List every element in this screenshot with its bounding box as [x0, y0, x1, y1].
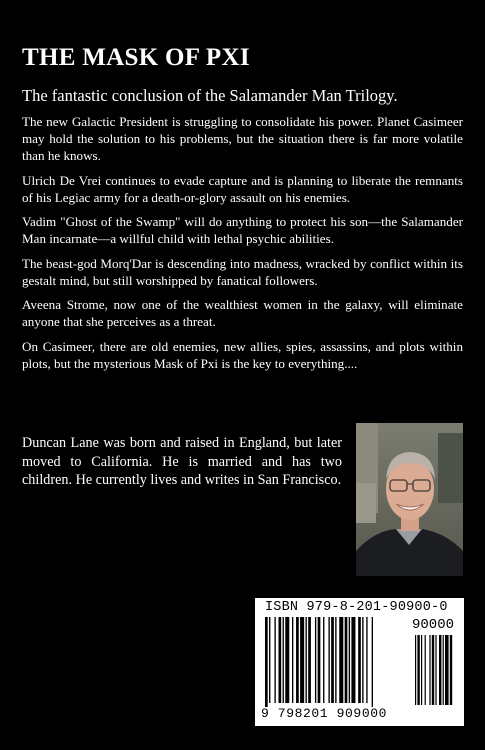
addon-bar	[445, 635, 449, 705]
author-photo	[356, 423, 463, 576]
addon-bar	[415, 635, 416, 705]
barcode-bar	[366, 617, 367, 703]
barcode-bar	[345, 617, 348, 703]
barcode-bar	[349, 617, 350, 703]
barcode-bar	[358, 617, 361, 703]
barcode-bar	[283, 617, 284, 703]
barcode-bar	[362, 617, 363, 703]
synopsis-paragraph: Vadim "Ghost of the Swamp" will do anything to protect his son—the Salamander Man incarnate—a willful child with lethal psychic abilities.	[22, 214, 463, 246]
barcode-bar	[315, 617, 316, 703]
barcode-bar	[279, 617, 282, 703]
addon-bar	[439, 635, 441, 705]
barcode-bar	[265, 617, 268, 707]
addon-bar	[421, 635, 422, 705]
barcode-bar	[323, 617, 324, 703]
barcode-bar	[285, 617, 289, 703]
barcode-bar	[306, 617, 307, 703]
addon-bar	[432, 635, 434, 705]
addon-bar	[429, 635, 430, 705]
isbn-barcode	[255, 598, 464, 726]
barcode-bar	[372, 617, 373, 707]
barcode-bar	[308, 617, 311, 703]
synopsis-paragraph: The beast-god Morq'Dar is descending into madness, wracked by conflict within its gestalt mind, but still worshipped by fanatical followers.	[22, 255, 463, 288]
barcode-bar	[296, 617, 299, 703]
barcode-bar	[335, 617, 336, 703]
addon-bar	[417, 635, 419, 705]
synopsis-paragraph: Ulrich De Vrei continues to evade capture and is planning to liberate the remnants of his Legiac army for a death-or-glory assault on his enemies.	[22, 172, 463, 205]
barcode-bar	[328, 617, 329, 703]
price-code: 90000	[412, 617, 455, 633]
isbn-label: ISBN 979-8-201-90900-0	[265, 600, 448, 615]
barcode-bar	[318, 617, 321, 703]
synopsis	[22, 113, 463, 379]
tagline: The fantastic conclusion of the Salamander Man Trilogy.	[22, 86, 398, 105]
book-title: THE MASK OF PXI	[22, 44, 250, 71]
addon-bar	[443, 635, 444, 705]
ean-digits: 9 798201 909000	[261, 706, 388, 721]
addon-bar	[425, 635, 426, 705]
author-bio: Duncan Lane was born and raised in England, but later moved to California. He is married and has two children. He currently lives and writes in San Francisco.	[22, 435, 342, 488]
barcode-bar	[300, 617, 304, 703]
addon-bar	[450, 635, 452, 705]
barcode-bar	[269, 617, 270, 703]
addon-bar	[435, 635, 436, 705]
synopsis-paragraph: Aveena Strome, now one of the wealthiest women in the galaxy, will eliminate anyone that she perceives as a threat.	[22, 297, 463, 329]
barcode-bar	[292, 617, 293, 703]
barcode-bar	[339, 617, 343, 703]
synopsis-paragraph: On Casimeer, there are old enemies, new allies, spies, assassins, and plots within plots, but the mysterious Mask of Pxi is the key to everything....	[22, 338, 463, 371]
barcode-bar	[331, 617, 334, 703]
synopsis-paragraph: The new Galactic President is struggling to consolidate his power. Planet Casimeer may hold the solution to his problems, but the situation there is far more volatile than he knows.	[22, 114, 463, 163]
barcode-bar	[274, 617, 275, 703]
barcode-bar	[351, 617, 355, 703]
